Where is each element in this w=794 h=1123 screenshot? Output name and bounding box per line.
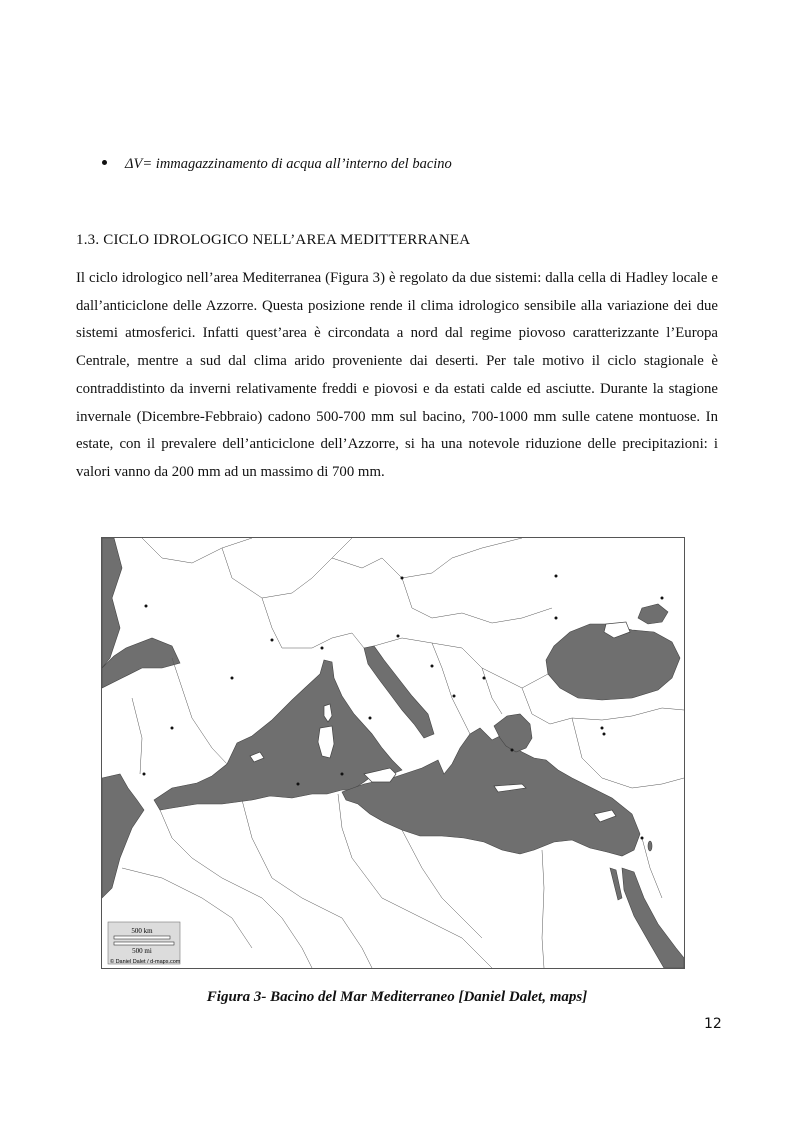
dead-sea bbox=[648, 841, 652, 851]
scale-km: 500 km bbox=[131, 927, 153, 935]
bullet-formula: ΔV bbox=[125, 156, 143, 172]
bullet-item bbox=[102, 156, 452, 173]
scale-mi: 500 mi bbox=[132, 947, 152, 955]
body-paragraph: Il ciclo idrologico nell’area Mediterranea (Figura 3) è regolato da due sistemi: dalla cella di Hadley locale e dall’anticiclone delle Azzorre. Questa posizione rende il clima idrologico sensibile alla variazione dei due sistemi atmosferici. Infatti quest’area è circondata a nord dal regime piovoso caratterizzante l’Europa Centrale, mentre a sud dal clima arido proveniente dai deserti. Per tale motivo il ciclo stagionale è contraddistinto da inverni relativamente freddi e piovosi e da estati calde ed asciutte. Durante la stagione invernale (Dicembre-Febbraio) cadono 500-700 mm sul bacino, 700-1000 mm sulle catene montuose. In estate, con il prevalere dell’anticiclone dell’Azzorre, si ha una notevole riduzione delle precipitazioni: i valori vanno da 200 mm ad un massimo di 700 mm. bbox=[76, 270, 718, 480]
section-heading: 1.3. CICLO IDROLOGICO NELL’AREA MEDITTERRANEA bbox=[76, 232, 471, 248]
map-svg bbox=[102, 538, 684, 968]
page-number: 12 bbox=[704, 1016, 722, 1032]
bullet-dot bbox=[102, 160, 107, 165]
bullet-text: = immagazzinamento di acqua all’interno del bacino bbox=[142, 156, 452, 172]
scale-box bbox=[108, 922, 181, 965]
map-credit: © Daniel Dalet / d-maps.com bbox=[110, 959, 181, 965]
mediterranean-map bbox=[101, 537, 685, 969]
figure-caption: Figura 3- Bacino del Mar Mediterraneo [Daniel Dalet, maps] bbox=[206, 989, 588, 1005]
